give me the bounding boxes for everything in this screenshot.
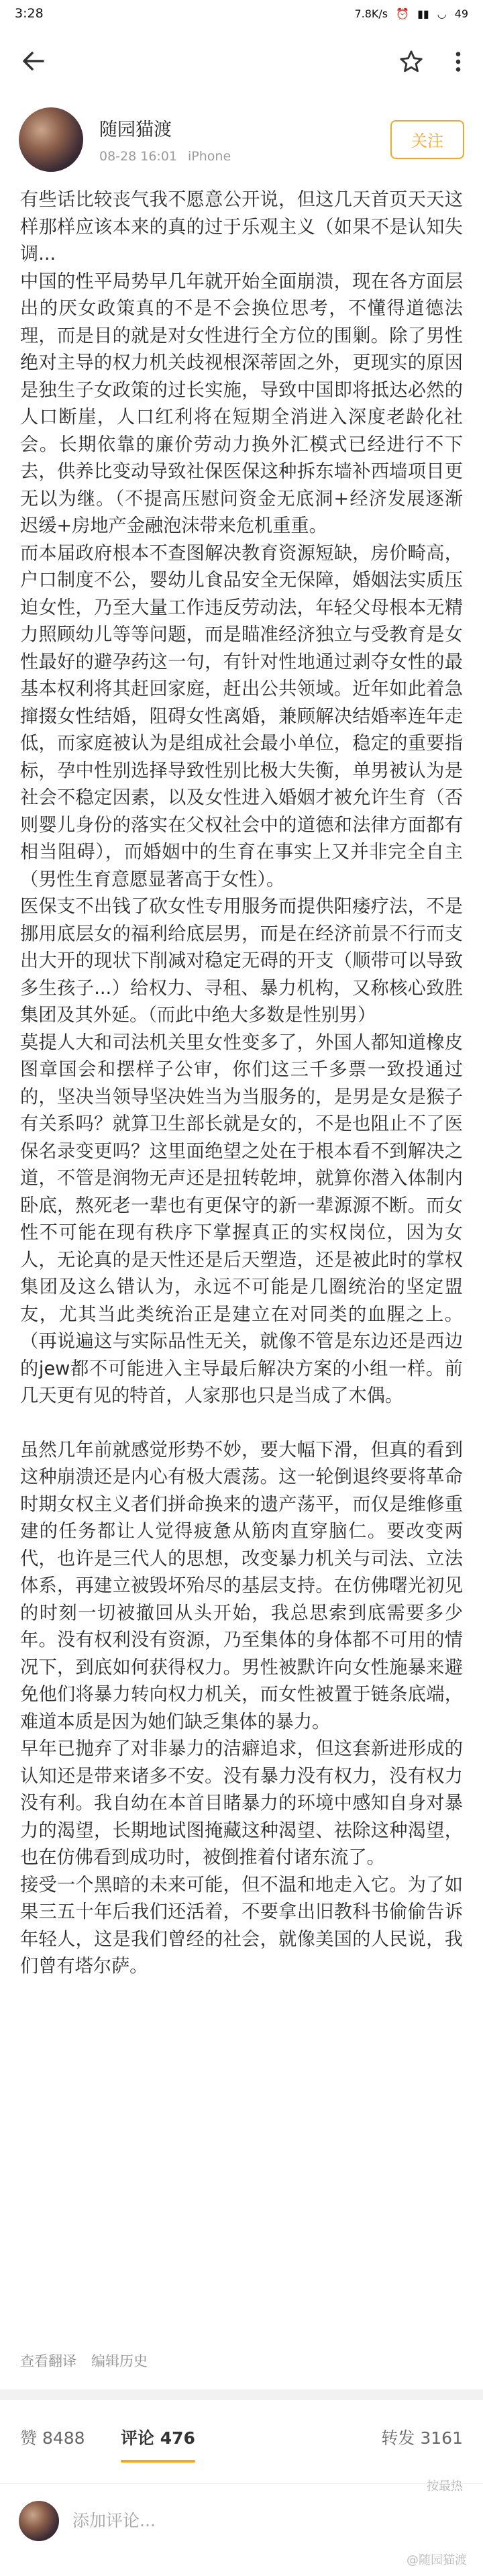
battery-level: 49 [454,7,468,20]
alarm-icon: ⏰ [396,7,410,20]
edit-history-link[interactable]: 编辑历史 [91,2353,148,2369]
translate-link[interactable]: 查看翻译 [20,2353,76,2369]
star-icon[interactable] [398,49,424,79]
sort-hot-button[interactable]: 按最热 [427,2479,463,2493]
nav-bar [0,27,483,101]
likes-tab[interactable] [20,2425,85,2449]
post-time: 08-28 16:01 [99,149,178,164]
paragraph: 早年已抛弃了对非暴力的洁癖追求，但这套新进形成的认知还是带来诸多不安。没有暴力没有权力，没有权力没有利。我自幼在本首目睹暴力的环境中感知自身对暴力的渴望，长期地试图掩藏这种渴望、祛除这种渴望，也在仿佛看到成功时，被倒推着付诸东流了。 [20,1738,463,1868]
wifi-icon: ◡ [437,7,447,20]
post-actions [20,2350,463,2371]
status-right [354,7,468,20]
comments-label: 评论 [121,2428,155,2448]
paragraph: 医保支不出钱了砍女性专用服务而提供阳痿疗法，不是挪用底层女的福利给底层男，而是在经济前景不行而支出大开的现状下削减对稳定无碍的开支（顺带可以导致多生孩子...）给权力、寻租、暴力机构，又称核心致胜集团及其外延。（而此中绝大多数是性别男） [20,896,463,1026]
reposts-tab[interactable] [381,2425,463,2449]
reposts-label: 转发 [381,2428,415,2448]
paragraph: 中国的性平局势早几年就开始全面崩溃，现在各方面层出的厌女政策真的不是不会换位思考，不懂得道德法理，而是目的就是对女性进行全方位的围剿。除了男性绝对主导的权力机关歧视根深蒂固之外，更现实的原因是独生子女政策的过长实施，导致中国即将抵达必然的人口断崖，人口红利将在短期全消进入深度老龄化社会。长期依靠的廉价劳动力换外汇模式已经进行不下去，供养比变动导致社保医保这种拆东墙补西墙项目更无以为继。（不提高压慰问资金无底洞+经济发展逐渐迟缓+房地产金融泡沫带来危机重重。 [20,270,463,536]
paragraph: 虽然几年前就感觉形势不妙，要大幅下滑，但真的看到这种崩溃还是内心有极大震荡。这一轮倒退终要将革命时期女权主义者们拼命换来的遗产荡平，而仅是维修重建的任务都让人觉得疲惫从筋肉直穿脑仁。要改变两代，也许是三代人的思想，改变暴力机关与司法、立法体系，再建立被毁坏殆尽的基层支持。在仿佛曙光初见的时刻一切被撤回从头开始，我总思索到底需要多少年。没有权利没有资源，乃至集体的身体都不可用的情况下，到底如何获得权力。男性被默许向女性施暴来避免他们将暴力转向权力机关，而女性被置于链条底端，难道本质是因为她们缺乏集体的暴力。 [20,1439,463,1732]
paragraph: 而本届政府根本不查图解决教育资源短缺，房价畸高，户口制度不公，婴幼儿食品安全无保障，婚姻法实质压迫女性，乃至大量工作违反劳动法，年轻父母根本无精力照顾幼儿等等问题，而是瞄准经济独立与受教育是女性最好的避孕药这一句，有针对性地通过剥夺女性的最基本权利将其赶回家庭，赶出公共领域。近年如此着急撺掇女性结婚，阻碍女性离婚，兼顾解决结婚率连年走低，而家庭被认为是组成社会最小单位，稳定的重要指标，孕中性别选择导致性别比极大失衡，单男被认为是社会不稳定因素，以及女性进入婚姻才被允许生育（否则婴儿身份的落实在父权社会中的道德和法律方面都有相当阻碍），而婚姻中的生育在事实上又并非完全自主（男性生育意愿显著高于女性）。 [20,542,463,890]
more-vertical-icon[interactable] [453,49,463,79]
back-arrow-icon[interactable] [20,48,47,80]
reposts-count: 3161 [420,2428,463,2448]
paragraph: 莫提人大和司法机关里女性变多了，外国人都知道橡皮图章国会和摆样子公审，你们这三千多票一致投通过的，坚决当领导坚决姓当为当服务的，是男是女是猴子有关系吗？就算卫生部长就是女的，不是也阻止不了医保名录变更吗？这里面绝望之处在于根本看不到解决之道，不管是润物无声还是扭转乾坤，就算你潜入体制内卧底，熬死老一辈也有更保守的新一辈源源不断。而女性不可能在现有秩序下掌握真正的实权岗位，因为女人，无论真的是天性还是后天塑造，还是被此时的掌权集团及这么错认为，永远不可能是几圈统治的坚定盟友，尤其当此类统治正是建立在对同类的血腥之上。（再说遍这与实际品性无关，就像不管是东边还是西边的jew都不可能进入主导最后解决方案的小组一样。前几天更有见的特首，人家那也只是当成了木偶。 [20,1032,463,1406]
avatar[interactable] [19,107,83,172]
comment-input[interactable] [72,2511,464,2530]
likes-label: 赞 [20,2428,38,2448]
section-divider [0,2389,483,2400]
comments-tab[interactable] [121,2425,195,2449]
stats-bar [0,2400,483,2474]
comments-count: 476 [160,2428,195,2448]
status-bar [0,0,483,27]
paragraph: 有些话比较丧气我不愿意公开说，但这几天首页天天这样那样应该本来的真的过于乐观主义（如果不是认知失调... [20,189,463,264]
author-info [99,115,390,164]
post-body [20,187,463,1981]
likes-count: 8488 [42,2428,85,2448]
comment-bar [0,2483,483,2557]
paragraph: 接受一个黑暗的未来可能，但不温和地走入它。为了如果三五十年后我们还活着，不要拿出旧教科书偷偷告诉年轻人，这是我们曾经的社会，就像美国的人民说，我们曾有塔尔萨。 [20,1874,463,1977]
watermark: @随园猫渡 [407,2553,467,2567]
author-name[interactable]: 随园猫渡 [99,119,172,140]
network-speed: 7.8K/s [354,7,388,20]
follow-button[interactable]: 关注 [390,120,464,159]
post-meta [99,149,390,164]
status-time: 3:28 [15,6,44,21]
author-header [0,101,483,178]
comment-avatar [19,2501,59,2541]
signal-icon: ▮▮ [417,7,429,20]
active-tab-underline [121,2460,195,2463]
post-device: iPhone [188,149,231,164]
